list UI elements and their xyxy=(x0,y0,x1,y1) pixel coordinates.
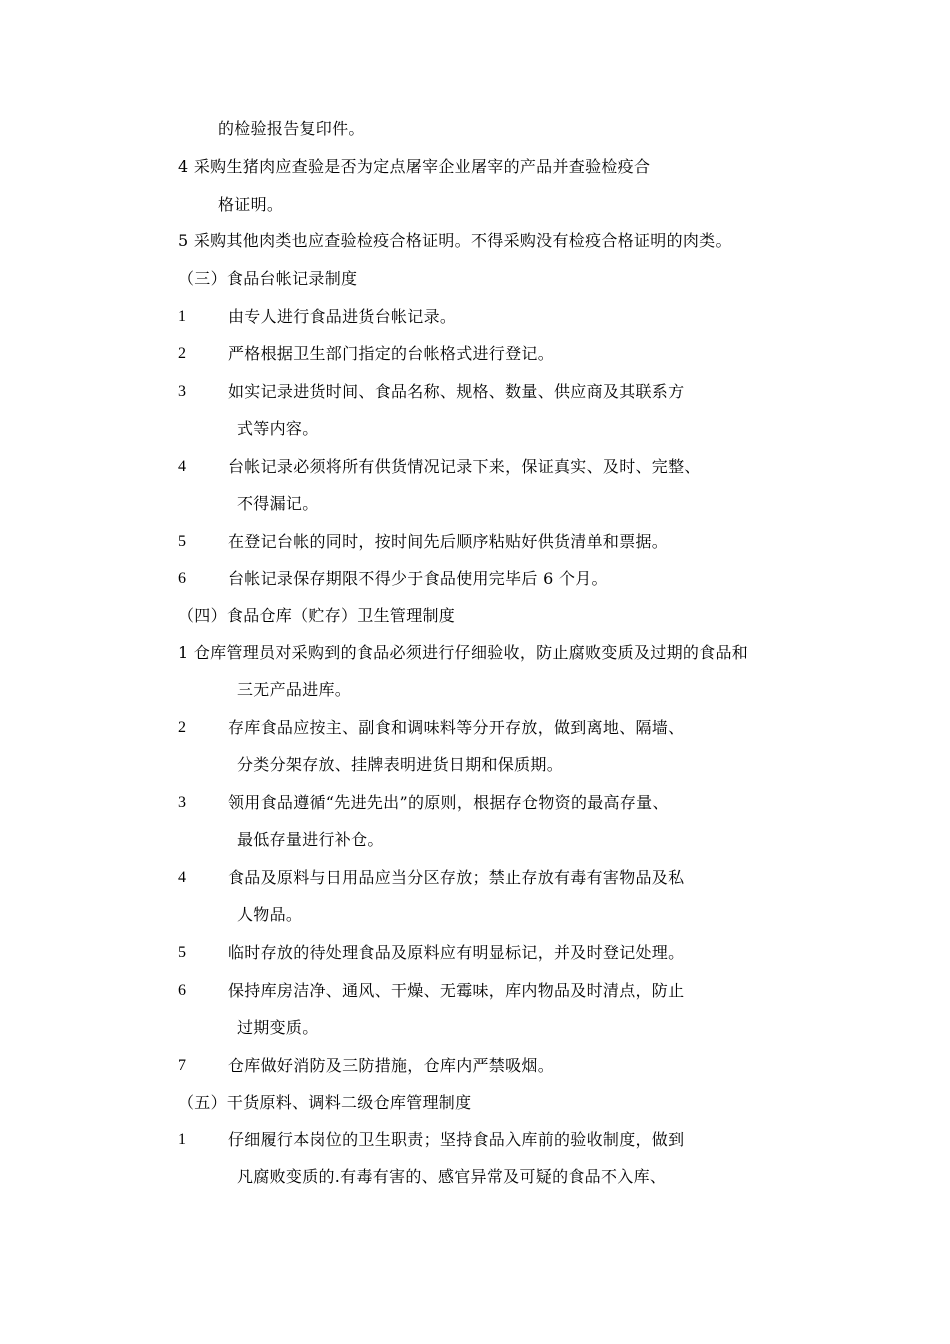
text-line: 最低存量进行补仓。 xyxy=(237,830,384,849)
text-line: 存库食品应按主、副食和调味料等分开存放，做到离地、隔墙、 xyxy=(228,718,685,737)
text-line: 台帐记录必须将所有供货情况记录下来，保证真实、及时、完整、 xyxy=(228,457,701,476)
text-line: 食品及原料与日用品应当分区存放；禁止存放有毒有害物品及私 xyxy=(228,868,685,887)
item-number: 4 xyxy=(178,869,186,886)
item-number: 6 xyxy=(178,570,186,587)
text-line: 1 仓库管理员对采购到的食品必须进行仔细验收，防止腐败变质及过期的食品和 xyxy=(178,643,749,662)
text-line: 式等内容。 xyxy=(237,419,319,438)
item-number: 5 xyxy=(178,533,186,550)
text-line: 严格根据卫生部门指定的台帐格式进行登记。 xyxy=(228,344,555,363)
text-line: 仓库做好消防及三防措施，仓库内严禁吸烟。 xyxy=(228,1056,555,1075)
text-line: 在登记台帐的同时，按时间先后顺序粘贴好供货清单和票据。 xyxy=(228,532,669,551)
text-line: 三无产品进库。 xyxy=(237,680,352,699)
text-line: 人物品。 xyxy=(237,905,303,924)
text-line: 不得漏记。 xyxy=(237,494,319,513)
item-number: 6 xyxy=(178,982,186,999)
text-line: 5 采购其他肉类也应查验检疫合格证明。不得采购没有检疫合格证明的肉类。 xyxy=(178,231,732,250)
text-line: 格证明。 xyxy=(218,195,284,214)
text-line: 凡腐败变质的.有毒有害的、感官异常及可疑的食品不入库、 xyxy=(237,1167,667,1186)
item-number: 1 xyxy=(178,1131,186,1148)
item-number: 7 xyxy=(178,1057,186,1074)
text-line: 的检验报告复印件。 xyxy=(218,119,365,138)
text-line: 由专人进行食品进货台帐记录。 xyxy=(228,307,457,326)
text-line: 台帐记录保存期限不得少于食品使用完毕后 6 个月。 xyxy=(228,569,608,588)
text-line: 保持库房洁净、通风、干燥、无霉味，库内物品及时清点，防止 xyxy=(228,981,685,1000)
section-heading: （五）干货原料、调料二级仓库管理制度 xyxy=(178,1093,472,1112)
section-heading: （三）食品台帐记录制度 xyxy=(178,269,358,288)
item-number: 1 xyxy=(178,308,186,325)
text-line: 领用食品遵循“先进先出”的原则，根据存仓物资的最高存量、 xyxy=(228,793,669,812)
text-line: 如实记录进货时间、食品名称、规格、数量、供应商及其联系方 xyxy=(228,382,685,401)
item-number: 2 xyxy=(178,345,186,362)
item-number: 5 xyxy=(178,944,186,961)
section-heading: （四）食品仓库（贮存）卫生管理制度 xyxy=(178,606,456,625)
item-number: 4 xyxy=(178,458,186,475)
text-line: 过期变质。 xyxy=(237,1018,319,1037)
text-line: 临时存放的待处理食品及原料应有明显标记，并及时登记处理。 xyxy=(228,943,685,962)
text-line: 分类分架存放、挂牌表明进货日期和保质期。 xyxy=(237,755,564,774)
item-number: 3 xyxy=(178,383,186,400)
text-line: 4 采购生猪肉应查验是否为定点屠宰企业屠宰的产品并查验检疫合 xyxy=(178,157,651,176)
item-number: 3 xyxy=(178,794,186,811)
text-line: 仔细履行本岗位的卫生职责；坚持食品入库前的验收制度，做到 xyxy=(228,1130,685,1149)
item-number: 2 xyxy=(178,719,186,736)
